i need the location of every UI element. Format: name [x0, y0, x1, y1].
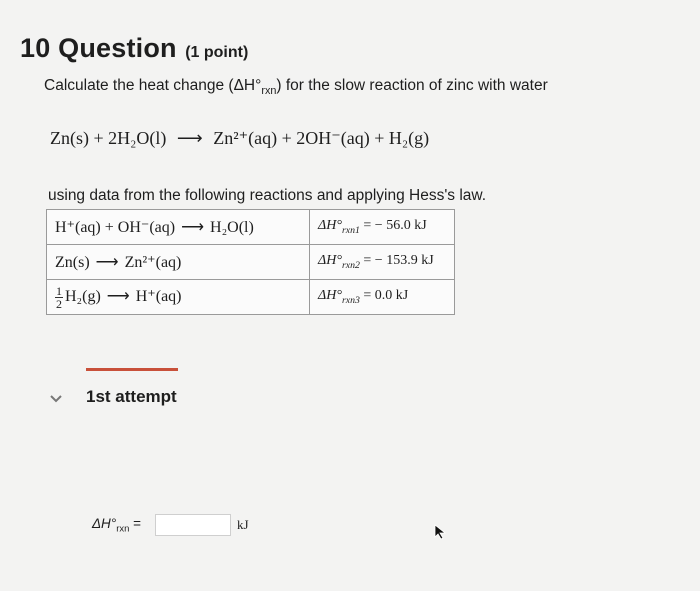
arrow-icon: ⟶	[176, 128, 203, 148]
table-row	[47, 210, 455, 245]
mouse-pointer-icon	[434, 524, 448, 540]
main-products: Zn²⁺(aq) + 2OH⁻(aq) + H₂(g)	[213, 128, 430, 148]
arrow-icon: ⟶	[106, 287, 130, 305]
main-reaction-equation	[50, 128, 429, 149]
answer-input[interactable]	[155, 514, 231, 536]
question-number: 10 Question	[20, 33, 177, 63]
arrow-icon: ⟶	[181, 219, 205, 236]
table-row	[47, 245, 455, 280]
arrow-icon: ⟶	[95, 254, 119, 271]
chevron-down-icon[interactable]	[50, 391, 62, 406]
answer-label: $\Delta H^\circ_{rxn}$ =	[92, 515, 141, 535]
attempt-accent-bar	[86, 368, 178, 371]
reaction-data-table	[46, 209, 455, 315]
enthalpy-cell: $\Delta H^\circ_{rxn1}$ = − 56.0 kJ	[310, 210, 455, 245]
enthalpy-cell: $\Delta H^\circ_{rxn3} = 0.0$ kJ	[310, 280, 455, 315]
table-row	[47, 280, 455, 315]
instructions: using data from the following reactions and applying Hess's law.	[48, 187, 487, 204]
question-prompt: Calculate the heat change $(\Delta H^\circ_{rxn})$ for the slow reaction of zinc with water	[44, 77, 548, 98]
answer-unit: kJ	[236, 517, 249, 532]
main-reactants: Zn(s) + 2H₂O(l)	[50, 128, 167, 148]
enthalpy-cell: $\Delta H^\circ_{rxn2}$ = − 153.9 kJ	[310, 245, 455, 280]
reaction-cell: Zn(s) ⟶ Zn²⁺(aq)	[47, 245, 310, 280]
reaction-cell: $\frac{1}{2}$ H₂(g) ⟶ H⁺(aq)	[47, 280, 310, 315]
question-header	[20, 33, 248, 64]
fraction: $\frac{1}{2}$	[56, 283, 62, 311]
attempt-heading[interactable]: 1st attempt	[86, 387, 177, 406]
reaction-cell: H⁺(aq) + OH⁻(aq) ⟶ H₂O(l)	[47, 210, 310, 245]
question-points: (1 point)	[185, 44, 249, 61]
answer-row	[92, 514, 249, 536]
